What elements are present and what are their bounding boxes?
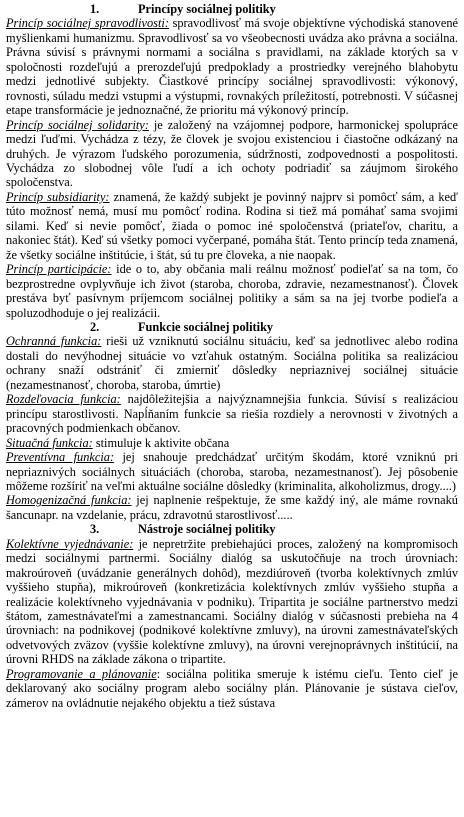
paragraph [6, 118, 458, 190]
paragraph-text: znamená, že každý subjekt je povinný najprv si pomôcť sám, a keď túto možnosť nemá, musí mu pomôcť rodina. Rodina si tiež má pomáhať sama svojimi silami. Keď si nevie pomôcť, žiada o pomoc iné spoločenstvá (priateľov, charitu, a nakoniec štát). Keď sú všetky pomoci vyčerpané, pomáha štát. Tento princíp teda znamená, že všetky sociálne inštitúcie, i štát, sú tu pre človeka, a nie naopak. [6, 189, 458, 262]
section-title: Nástroje sociálnej politiky [138, 522, 276, 537]
paragraph-text: : sociálna politika smeruje k istému cieľu. Tento cieľ je deklarovaný ako sociálny program alebo sociálny plán. Plánovanie je sústava cieľov, zámerov na ovládnutie nejakého objektu a tiež sústava [6, 666, 458, 710]
term: Princíp sociálnej solidarity: [6, 117, 149, 132]
section-number: 3. [90, 522, 100, 537]
paragraph [6, 262, 458, 320]
term: Rozdeľovacia funkcia: [6, 392, 121, 407]
paragraph [6, 436, 458, 450]
term: Princíp subsidiarity: [6, 189, 110, 204]
paragraph [6, 667, 458, 710]
paragraph-text: rieši už vzniknutú sociálnu situáciu, keď sa jednotlivec alebo rodina dostali do nevýhodnej situácie vo vzťahuk ostatným. Sociálna politika sa realizáciou ochrany snaží odstrániť či zmierniť dôsledky nepriaznivej sociálnej situácie (nezamestnanosť, choroba, staroba, úmrtie) [6, 334, 458, 392]
paragraph [6, 537, 458, 667]
term: Preventívna funkcia: [6, 450, 115, 465]
paragraph-text: ide o to, aby občania mali reálnu možnosť podieľať sa na tom, čo bezprostredne ovplyvňuje ich život (staroba, choroba, zdravie, nezamestnanosť). Človek prestáva byť pasívnym príjemcom sociálnej politiky a sám sa na jej tvorbe podieľa a spoluzodhoduje o jej realizácii. [6, 262, 458, 320]
section-heading [6, 320, 458, 334]
section-number: 2. [90, 319, 100, 334]
paragraph-text: je založený na vzájomnej podpore, harmonickej spolupráce medzi ľuďmi. Vychádza z tézy, že človek je svojou existenciou i čiastočne odkázaný na druhých. Je výrazom ľudského porozumenia, súdržnosti, zodpovednosti a pospolitosti. Vychádza zo slobodnej vôle ľudí a ich ochoty podriadiť sa záujmom širokého spoločenstva. [6, 117, 458, 190]
paragraph [6, 334, 458, 392]
term: Princíp sociálnej spravodlivosti: [6, 16, 169, 31]
term: Homogenizačná funkcia: [6, 493, 132, 508]
section-heading [6, 522, 458, 536]
term: Programovanie a plánovanie [6, 666, 157, 681]
term: Ochranná funkcia: [6, 334, 102, 349]
paragraph [6, 190, 458, 262]
paragraph-text: spravodlivosť má svoje objektívne východiská stanovené myšlienkami humanizmu. Spravodlivosť sa vo všeobecnosti uvádza ako právna a sociálna. Právna súvisí s právnymi normami a sociálna s pravidlami, na základe ktorých sa v spoločnosti rozdeľujú a prerozdeľujú predpoklady a prostriedky verejného blahobytu medzi jednotlivé subjekty. Čiastkové princípy sociálnej spravodlivosti: výkonový, rovnosti, súladu medzi vstupmi a výstupmi, rovnakých príležitostí, potrebnosti. V súčasnej etape transformácie je jednoznačné, že prioritu má výkonový princíp. [6, 16, 458, 118]
paragraph [6, 16, 458, 117]
paragraph-text: jej snahouje predchádzať určitým škodám, ktoré vzniknú pri nepriaznivých sociálnych situáciách (choroba, staroba, nezamestnanosť). Jej pôsobenie môžeme rozšíriť na veľmi aktuálne sociálne dôsledky (kriminalita, alkoholizmus, drogy....) [6, 450, 458, 493]
section-title: Princípy sociálnej politiky [138, 2, 276, 16]
section-heading [6, 2, 458, 16]
paragraph-text: najdôležitejšia a najvýznamnejšia funkcia. Súvisí s realizáciou princípu starostlivosti. Napĺňaním funkcie sa riešia rozdiely a nerovnosti v životných a pracovných podmienkach občanov. [6, 392, 458, 436]
term: Kolektívne vyjednávanie: [6, 536, 134, 551]
paragraph-text: je nepretržite prebiehajúci proces, založený na kompromisoch medzi sociálnymi partnermi. Sociálny dialóg sa uskutočňuje na troch úrovniach: makroúroveň (uvádzanie generálnych dohôd), mezdiúroveň (tvorba kolektívnych zmlúv vyššieho stupňa), mikroúroveň (konkretizácia kolektívnych zmlúv vyššieho stupňa a realizácie kolektívneho vyjednávania v podniku). Tripartita je sociálne partnerstvo medzi štátom, zamestnávateľmi a zamestnancami. Sociálny dialóg v súčasnosti prebieha na 4 úrovniach: na podnikovej (podnikové kolektívne zmluvy), na úrovni zamestnávateľských odvetvových zväzov (vyššie kolektívne zmluvy), na úrovni verejnoprávnych inštitúcií, na úrovni RHDS na základe zákona o tripartite. [6, 536, 458, 667]
paragraph-text: stimuluje k aktivite občana [92, 435, 230, 450]
paragraph [6, 450, 458, 493]
section-number: 1. [90, 2, 100, 16]
section-title: Funkcie sociálnej politiky [138, 319, 274, 334]
paragraph [6, 392, 458, 435]
term: Princíp participácie: [6, 262, 112, 277]
paragraph-text: jej naplnenie rešpektuje, že sme každý iný, ale máme rovnakú šancunapr. na vzdelanie, prácu, zdravotnú starostlivosť..... [6, 493, 458, 522]
paragraph [6, 493, 458, 522]
term: Situačná funkcia: [6, 435, 93, 450]
